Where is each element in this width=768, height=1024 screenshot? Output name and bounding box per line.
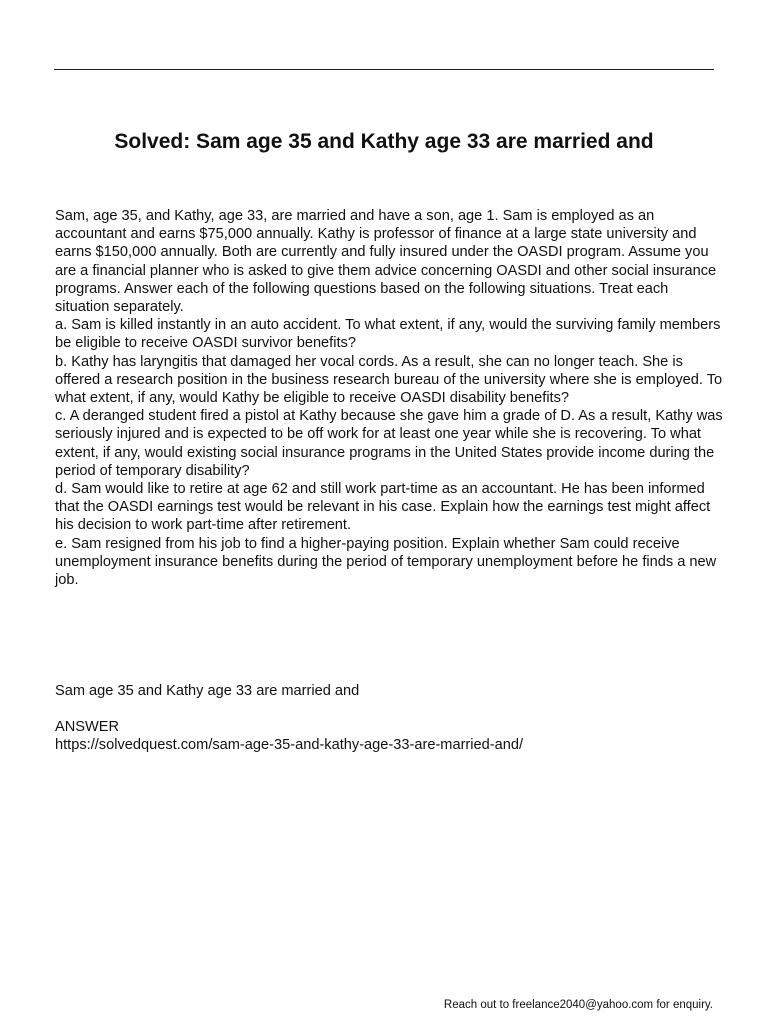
question-item-d: d. Sam would like to retire at age 62 and still work part-time as an accountant. He has been informed that the OASDI earnings test would be relevant in his case. Explain how the earnings test might affect his decision to work part-time after retirement. <box>55 481 711 534</box>
top-divider <box>54 69 714 70</box>
question-item-c: c. A deranged student fired a pistol at Kathy because she gave him a grade of D. As a result, Kathy was seriously injured and is expected to be off work for at least one year while she is recovering. To what extent, if any, would existing social insurance programs in the United States provide income during the period of temporary disability? <box>55 408 723 479</box>
footer-contact: Reach out to freelance2040@yahoo.com for enquiry. <box>443 999 713 1011</box>
question-item-e: e. Sam resigned from his job to find a higher-paying position. Explain whether Sam could receive unemployment insurance benefits during the period of temporary unemployment before he finds a new job. <box>55 535 717 589</box>
page-title: Solved: Sam age 35 and Kathy age 33 are married and <box>114 130 654 153</box>
question-body <box>55 207 725 589</box>
answer-block <box>55 718 523 754</box>
answer-link[interactable]: https://solvedquest.com/sam-age-35-and-kathy-age-33-are-married-and/ <box>55 737 524 754</box>
question-item-b: b. Kathy has laryngitis that damaged her vocal cords. As a result, she can no longer teach. She is offered a research position in the business research bureau of the university where she is employed. To what extent, if any, would Kathy be eligible to receive OASDI disability benefits? <box>55 353 723 407</box>
short-title: Sam age 35 and Kathy age 33 are married and <box>55 683 360 699</box>
answer-label: ANSWER <box>55 719 120 735</box>
question-item-a: a. Sam is killed instantly in an auto accident. To what extent, if any, would the surviving family members be eligible to receive OASDI survivor benefits? <box>55 317 721 352</box>
question-intro: Sam, age 35, and Kathy, age 33, are married and have a son, age 1. Sam is employed as an accountant and earns $75,000 annually. Kathy is professor of finance at a large state university and earns $150,000 annually. Both are currently and fully insured under the OASDI program. Assume you are a financial planner who is asked to give them advice concerning OASDI and other social insurance programs. Answer each of the following questions based on the following situations. Treat each situation separately. <box>55 208 717 316</box>
